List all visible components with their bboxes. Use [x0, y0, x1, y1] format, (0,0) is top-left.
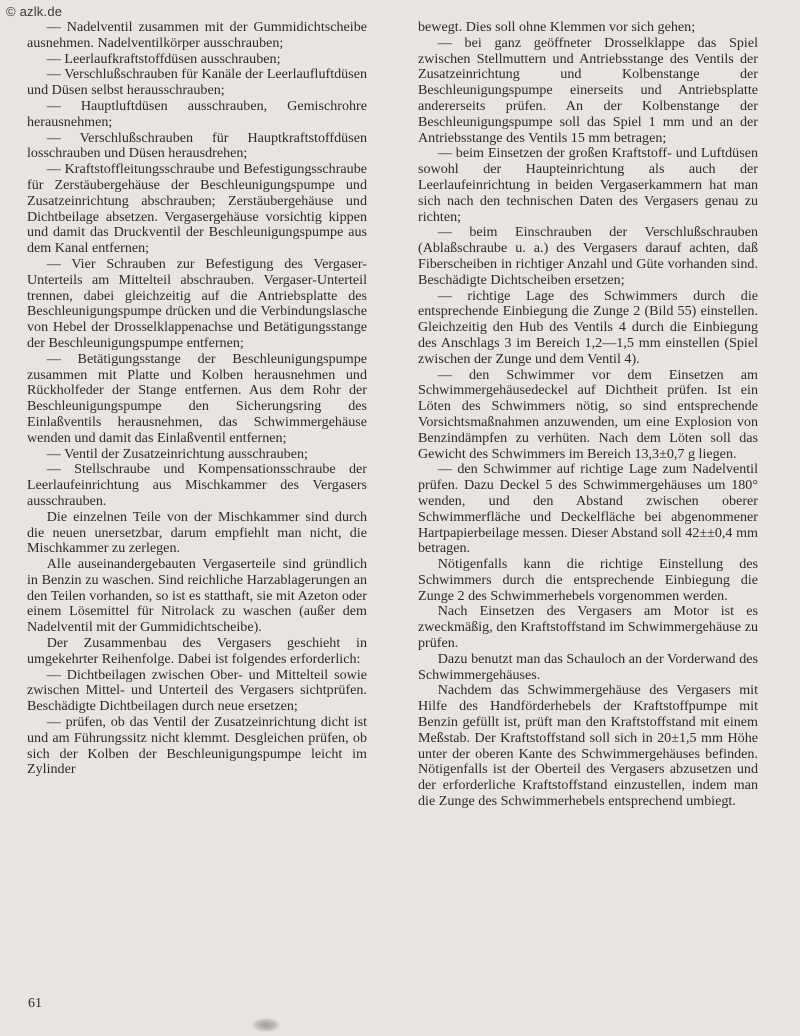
- paragraph: — prüfen, ob das Ventil der Zusatzeinrichtung dicht ist und am Führungssitz nicht klemmt. Desgleichen prüfen, ob sich der Kolben der Beschleunigungspumpe leicht im Zylinder: [27, 714, 367, 778]
- paragraph: — Verschlußschrauben für Hauptkraftstoffdüsen losschrauben und Düsen herausdrehen;: [27, 129, 367, 162]
- paragraph: Nachdem das Schwimmergehäuse des Vergasers mit Hilfe des Handförderhebels der Kraftstoffpumpe mit Benzin gefüllt ist, prüft man den Kraftstoffstand mit einem Meßstab. Der Kraftstoffstand soll sich in 20±1,5 mm Höhe unter der oberen Kante des Schwimmergehäuses befinden. Nötigenfalls ist der Oberteil des Vergasers abzusetzen und der erforderliche Kraftstoffstand einzustellen, indem man die Zunge des Schwimmerhebels entsprechend umbiegt.: [418, 682, 758, 810]
- paragraph: — Kraftstoffleitungsschraube und Befestigungsschraube für Zerstäubergehäuse der Beschleunigungspumpe und Zusatzeinrichtung abschrauben; Zerstäubergehäuse und Dichtbeilage absetzen. Vergasergehäuse vorsichtig kippen und damit das Druckventil der Beschleunigungspumpe aus dem Kanal entfernen;: [27, 161, 367, 257]
- page-number: 61: [28, 996, 42, 1011]
- paragraph: — Betätigungsstange der Beschleunigungspumpe zusammen mit Platte und Kolben herausnehmen und Rückholfeder der Stange entfernen. Aus dem Rohr der Beschleunigungspumpe den Sicherungsring des Einlaßventils herausnehmen, das Schwimmergehäuse wenden und damit das Einlaßventil entfernen;: [27, 350, 367, 446]
- paragraph: — Verschlußschrauben für Kanäle der Leerlaufluftdüsen und Düsen selbst herausschrauben;: [27, 66, 367, 99]
- paragraph: — Hauptluftdüsen ausschrauben, Gemischrohre herausnehmen;: [27, 97, 367, 130]
- paragraph: — bei ganz geöffneter Drosselklappe das Spiel zwischen Stellmuttern und Antriebsstange des Ventils der Zusatzeinrichtung und Kolbenstange der Beschleunigungspumpe einerseits und Antriebsplatte andererseits prüfen. An der Kolbenstange der Beschleunigungspumpe soll das Spiel 1 mm und an der Antriebsstange des Ventils 15 mm betragen;: [418, 34, 758, 146]
- right-column: [418, 20, 758, 810]
- paragraph: Der Zusammenbau des Vergasers geschieht in umgekehrter Reihenfolge. Dabei ist folgendes erforderlich:: [27, 635, 367, 667]
- paragraph: — Leerlaufkraftstoffdüsen ausschrauben;: [46, 50, 281, 67]
- watermark: © azlk.de: [6, 4, 63, 19]
- paragraph: — Nadelventil zusammen mit der Gummidichtscheibe ausnehmen. Nadelventilkörper ausschrauben;: [27, 19, 367, 51]
- paragraph: — beim Einschrauben der Verschlußschrauben (Ablaßschraube u. a.) des Vergasers darauf achten, daß Fiberscheiben in richtiger Anzahl und Güte vorhanden sind. Beschädigte Dichtscheiben ersetzen;: [418, 224, 758, 288]
- left-column: [27, 20, 367, 778]
- paragraph: — den Schwimmer auf richtige Lage zum Nadelventil prüfen. Dazu Deckel 5 des Schwimmergehäuses um 180° wenden, und den Abstand zwischen oberer Schwimmerfläche und Deckelfläche bei abgenommener Hartpapierbeilage messen. Dieser Abstand soll 42±±0,4 mm betragen.: [418, 461, 758, 557]
- paragraph: — Stellschraube und Kompensationsschraube der Leerlaufeinrichtung aus Mischkammer des Vergasers ausschrauben.: [27, 461, 367, 509]
- paragraph: Alle auseinandergebauten Vergaserteile sind gründlich in Benzin zu waschen. Sind reichliche Harzablagerungen an den Teilen vorhanden, so ist es statthaft, sie mit Azeton oder einem Lösemittel für Nitrolack zu waschen (außer dem Nadelventil mit der Gummidichtscheibe).: [27, 556, 367, 636]
- paragraph: Nötigenfalls kann die richtige Einstellung des Schwimmers durch die entsprechende Einbiegung die Zunge 2 des Schwimmerhebels vorgenommen werden.: [418, 556, 758, 604]
- paragraph: — Vier Schrauben zur Befestigung des Vergaser-Unterteils am Mittelteil abschrauben. Vergaser-Unterteil trennen, dabei gleichzeitig auf die Antriebsplatte des Beschleunigungspumpe drücken und die Verbindungslasche von Hebel der Drosselklappenachse und Betätigungsstange der Beschleunigungspumpe entfernen;: [27, 255, 367, 351]
- paragraph: — richtige Lage des Schwimmers durch die entsprechende Einbiegung die Zunge 2 (Bild 55) einstellen. Gleichzeitig den Hub des Ventils 4 durch die Einbiegung des Anschlags 3 im Bereich 1,2—1,5 mm einstellen (Spiel zwischen der Zunge und dem Ventil 4).: [418, 287, 758, 367]
- paragraph: — beim Einsetzen der großen Kraftstoff- und Luftdüsen sowohl der Haupteinrichtung als auch der Leerlaufeinrichtung in beiden Vergaserkammern hat man sich nach den technischen Daten des Vergasers genau zu richten;: [418, 145, 758, 225]
- paragraph: Nach Einsetzen des Vergasers am Motor ist es zweckmäßig, den Kraftstoffstand im Schwimmergehäuse zu prüfen.: [418, 603, 758, 652]
- paragraph: bewegt. Dies soll ohne Klemmen vor sich gehen;: [418, 19, 696, 35]
- paragraph: — Dichtbeilagen zwischen Ober- und Mittelteil sowie zwischen Mittel- und Unterteil des Vergasers sichtprüfen. Beschädigte Dichtbeilagen durch neue ersetzen;: [27, 666, 367, 715]
- paragraph: Die einzelnen Teile von der Mischkammer sind durch die neuen unersetzbar, darum empfiehlt man nicht, die Mischkammer zu zerlegen.: [27, 508, 367, 557]
- paragraph: — den Schwimmer vor dem Einsetzen am Schwimmergehäusedeckel auf Dichtheit prüfen. Ist ein Löten des Schwimmers nötig, so sind entsprechende Vorsichtsmaßnahmen anzuwenden, um eine Explosion von Benzindämpfen zu verhüten. Nach dem Löten soll das Gewicht des Schwimmers im Bereich 13,3±0,7 g liegen.: [418, 366, 758, 462]
- paragraph: — Ventil der Zusatzeinrichtung ausschrauben;: [46, 445, 308, 462]
- scan-smudge: [252, 1018, 280, 1032]
- paragraph: Dazu benutzt man das Schauloch an der Vorderwand des Schwimmergehäuses.: [418, 650, 758, 683]
